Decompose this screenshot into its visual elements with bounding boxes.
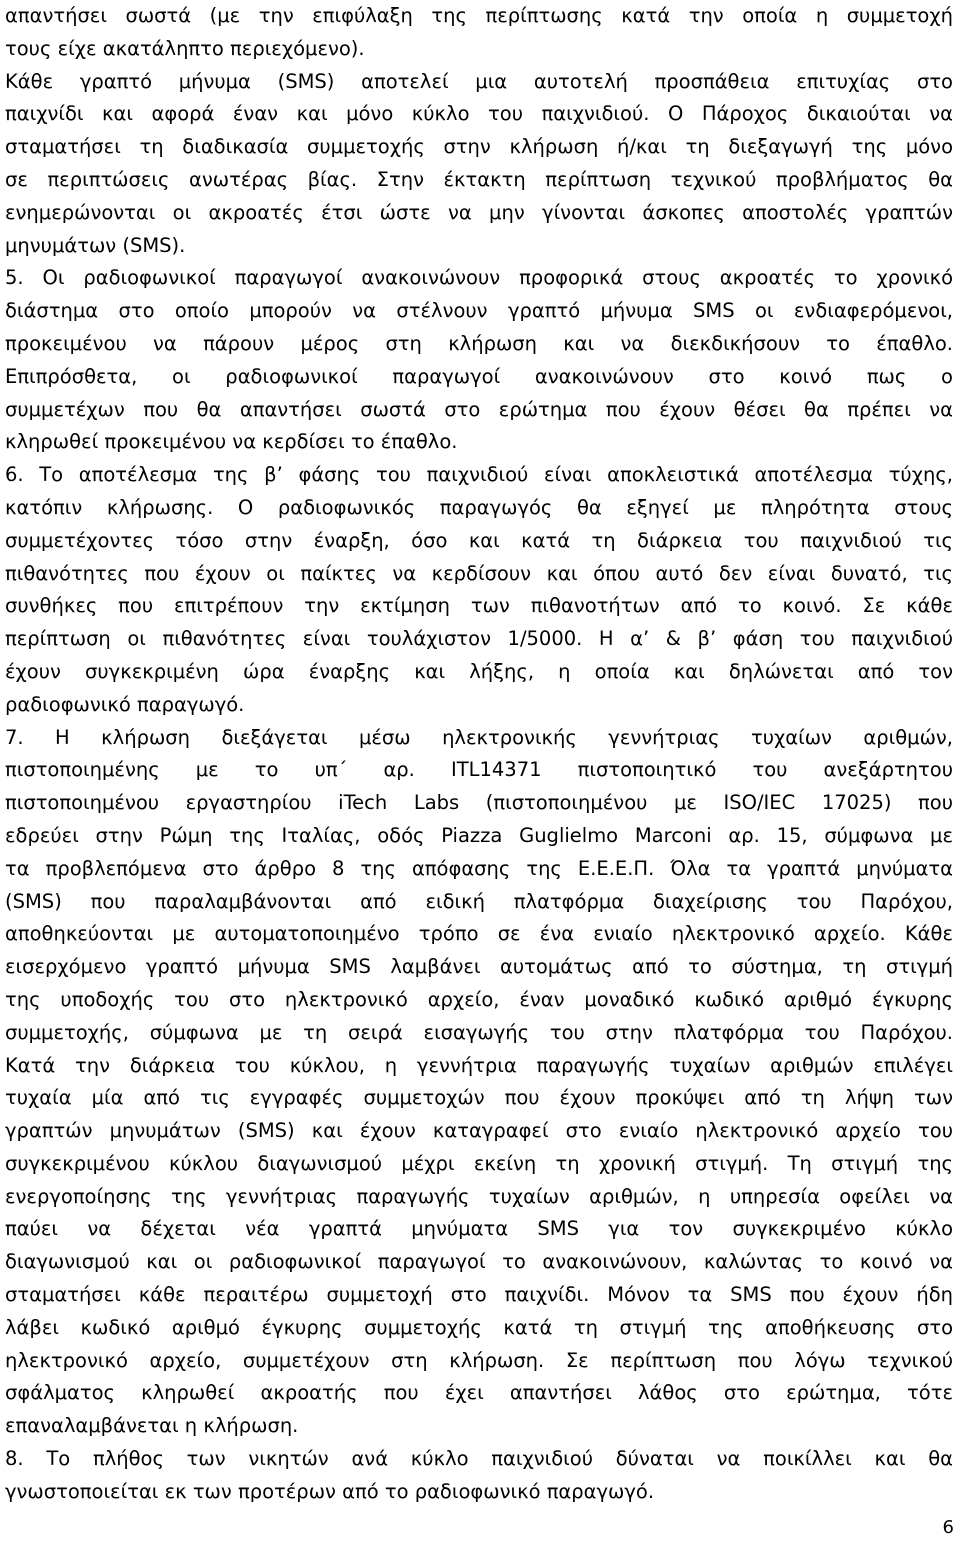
text-line: σταματήσει κάθε περαιτέρω συμμετοχή στο παιχνίδι. Μόνον τα SMS που έχουν ήδη — [5, 1283, 953, 1307]
text-line: διαγωνισμού και οι ραδιοφωνικοί παραγωγοί το ανακοινώνουν, καλώντας το κοινό να — [5, 1250, 953, 1274]
text-line: σφάλματος κληρωθεί ακροατής που έχει απαντήσει λάθος στο ερώτημα, τότε — [5, 1381, 953, 1405]
text-line: πιστοποιημένου εργαστηρίου iTech Labs (πιστοποιημένου με ISO/IEC 17025) που — [5, 791, 953, 815]
text-line: 6. Το αποτέλεσμα της β’ φάσης του παιχνιδιού είναι αποκλειστικά αποτέλεσμα τύχης, — [5, 463, 953, 487]
text-line: Επιπρόσθετα, οι ραδιοφωνικοί παραγωγοί ανακοινώνουν στο κοινό πως ο — [5, 364, 953, 388]
text-line: ενημερώνονται οι ακροατές έτσι ώστε να μην γίνονται άσκοπες αποστολές γραπτών — [5, 200, 953, 224]
text-line: παιχνίδι και αφορά έναν και μόνο κύκλο του παιχνιδιού. Ο Πάροχος δικαιούται να — [5, 102, 953, 126]
page-number: 6 — [942, 1517, 954, 1538]
text-line: Κάθε γραπτό μήνυμα (SMS) αποτελεί μια αυτοτελή προσπάθεια επιτυχίας στο — [5, 69, 953, 93]
text-line: γνωστοποιείται εκ των προτέρων από το ραδιοφωνικό παραγωγό. — [5, 1479, 655, 1503]
text-line: της υποδοχής του στο ηλεκτρονικό αρχείο, έναν μοναδικό κωδικό αριθμό έγκυρης — [5, 987, 953, 1011]
text-line: συγκεκριμένου κύκλου διαγωνισμού μέχρι εκείνη τη χρονική στιγμή. Τη στιγμή της — [5, 1151, 953, 1175]
text-line: εισερχόμενο γραπτό μήνυμα SMS λαμβάνει αυτομάτως από το σύστημα, τη στιγμή — [5, 955, 953, 979]
text-line: ενεργοποίησης της γεννήτριας παραγωγής τυχαίων αριθμών, η υπηρεσία οφείλει να — [5, 1184, 953, 1208]
text-line: σε περιπτώσεις ανωτέρας βίας. Στην έκτακτη περίπτωση τεχνικού προβλήματος θα — [5, 167, 953, 191]
text-line: αποθηκεύονται με αυτοματοποιημένο τρόπο σε ένα ενιαίο ηλεκτρονικό αρχείο. Κάθε — [5, 922, 953, 946]
text-line: 8. Το πλήθος των νικητών ανά κύκλο παιχνιδιού δύναται να ποικίλλει και θα — [5, 1447, 953, 1471]
text-line: επαναλαμβάνεται η κλήρωση. — [5, 1414, 299, 1438]
text-line: συνθήκες που επιτρέπουν την εκτίμηση των πιθανοτήτων από το κοινό. Σε κάθε — [5, 594, 953, 618]
text-line: μηνυμάτων (SMS). — [5, 233, 186, 257]
text-line: συμμετέχων που θα απαντήσει σωστά στο ερώτημα που έχουν θέσει θα πρέπει να — [5, 397, 953, 421]
text-line: συμμετοχής, σύμφωνα με τη σειρά εισαγωγής του στην πλατφόρμα του Παρόχου. — [5, 1020, 953, 1044]
text-line: απαντήσει σωστά (με την επιφύλαξη της περίπτωσης κατά την οποία η συμμετοχή — [5, 4, 953, 27]
text-line: συμμετέχοντες τόσο στην έναρξη, όσο και κατά τη διάρκεια του παιχνιδιού τις — [5, 528, 953, 552]
text-line: προκειμένου να πάρουν μέρος στη κλήρωση και να διεκδικήσουν το έπαθλο. — [5, 331, 953, 355]
text-line: παύει να δέχεται νέα γραπτά μηνύματα SMS για τον συγκεκριμένο κύκλο — [5, 1217, 953, 1241]
text-line: τυχαία μία από τις εγγραφές συμμετοχών που έχουν προκύψει από τη λήψη των — [5, 1086, 953, 1110]
text-line: διάστημα στο οποίο μπορούν να στέλνουν γραπτό μήνυμα SMS οι ενδιαφερόμενοι, — [5, 299, 953, 323]
text-line: ραδιοφωνικό παραγωγό. — [5, 692, 245, 716]
text-line: σταματήσει τη διαδικασία συμμετοχής στην κλήρωση ή/και τη διεξαγωγή της μόνο — [5, 135, 953, 159]
text-line: Κατά την διάρκεια του κύκλου, η γεννήτρια παραγωγής τυχαίων αριθμών επιλέγει — [5, 1053, 953, 1077]
text-line: τα προβλεπόμενα στο άρθρο 8 της απόφασης της Ε.Ε.Ε.Π. Όλα τα γραπτά μηνύματα — [5, 856, 953, 880]
text-line: 5. Οι ραδιοφωνικοί παραγωγοί ανακοινώνουν προφορικά στους ακροατές το χρονικό — [5, 266, 953, 290]
text-line: κατόπιν κλήρωσης. Ο ραδιοφωνικός παραγωγός θα εξηγεί με πληρότητα στους — [5, 495, 953, 519]
text-line: ηλεκτρονικό αρχείο, συμμετέχουν στη κλήρωση. Σε περίπτωση που λόγω τεχνικού — [5, 1348, 953, 1372]
text-line: κληρωθεί προκειμένου να κερδίσει το έπαθλο. — [5, 430, 458, 454]
text-line: περίπτωση οι πιθανότητες είναι τουλάχιστον 1/5000. Η α’ & β’ φάση του παιχνιδιού — [5, 627, 953, 651]
text-line: τους είχε ακατάληπτο περιεχόμενο). — [5, 36, 365, 60]
text-line: πιστοποιημένης με το υπ΄ αρ. ITL14371 πιστοποιητικό του ανεξάρτητου — [5, 758, 953, 782]
text-line: (SMS) που παραλαμβάνονται από ειδική πλατφόρμα διαχείρισης του Παρόχου, — [5, 889, 953, 913]
text-line: πιθανότητες που έχουν οι παίκτες να κερδίσουν και όπου αυτό δεν είναι δυνατό, τις — [5, 561, 953, 585]
text-line: γραπτών μηνυμάτων (SMS) και έχουν καταγραφεί στο ενιαίο ηλεκτρονικό αρχείο του — [5, 1119, 953, 1143]
text-line: λάβει κωδικό αριθμό έγκυρης συμμετοχής κατά τη στιγμή της αποθήκευσης στο — [5, 1315, 953, 1339]
text-line: έχουν συγκεκριμένη ώρα έναρξης και λήξης, η οποία και δηλώνεται από τον — [5, 659, 953, 683]
text-line: 7. Η κλήρωση διεξάγεται μέσω ηλεκτρονικής γεννήτριας τυχαίων αριθμών, — [5, 725, 953, 749]
text-line: εδρεύει στην Ρώμη της Ιταλίας, οδός Piazza Guglielmo Marconi αρ. 15, σύμφωνα με — [5, 823, 953, 847]
